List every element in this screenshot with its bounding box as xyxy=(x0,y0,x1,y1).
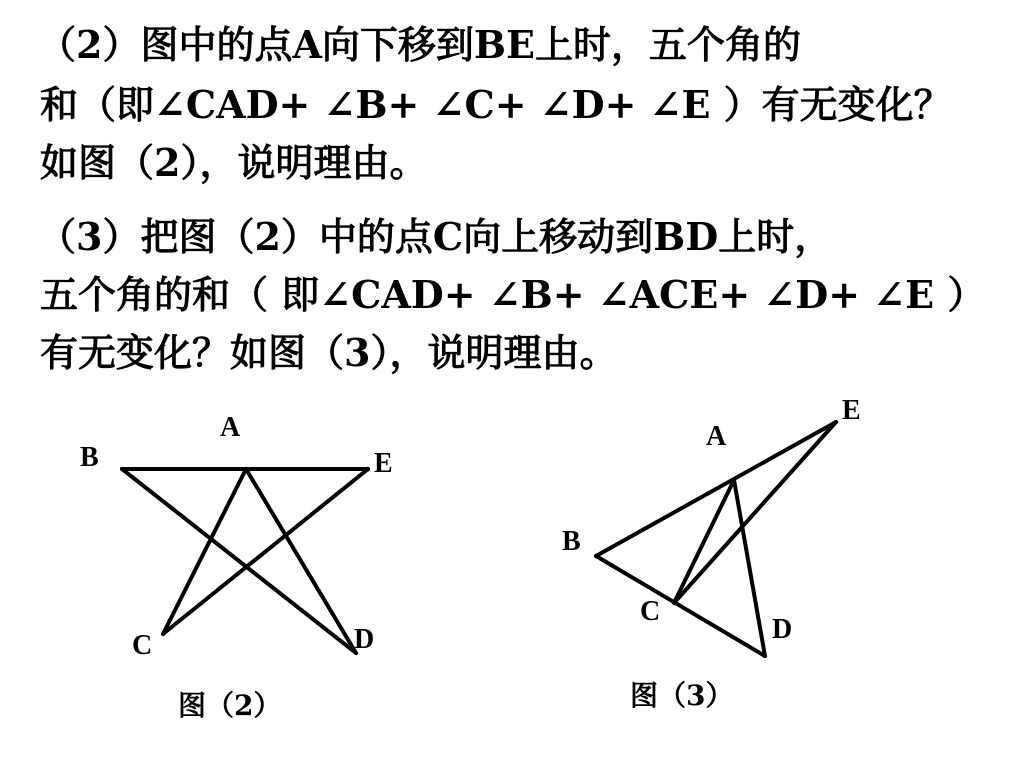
segment-BD xyxy=(122,469,356,653)
fig3-label-E: E xyxy=(842,395,861,426)
fig2-label-A: A xyxy=(220,412,241,443)
fig3-label-C: C xyxy=(640,596,661,627)
figure-2-labels xyxy=(80,412,393,661)
fig3-label-B: B xyxy=(562,526,581,557)
figure-3-diagram xyxy=(596,422,836,656)
fig2-label-D: D xyxy=(354,624,375,655)
fig2-label-B: B xyxy=(80,442,99,473)
problem-3-text-line-2: 五个角的和（ 即∠CAD+ ∠B+ ∠ACE+ ∠D+ ∠E ） xyxy=(40,272,986,317)
figure-2-diagram xyxy=(122,469,368,653)
segment-EC xyxy=(163,469,368,634)
figure-3-caption: 图（3） xyxy=(630,679,734,712)
segment-AD xyxy=(246,469,356,653)
figure-2-caption: 图（2） xyxy=(178,689,282,722)
segment-BD xyxy=(596,556,765,656)
problem-3-text-line-3: 有无变化？如图（3），说明理由。 xyxy=(40,330,618,375)
fig3-label-D: D xyxy=(772,614,793,645)
fig2-label-C: C xyxy=(132,630,153,661)
problem-2-text-line-2: 和（即∠CAD+ ∠B+ ∠C+ ∠D+ ∠E ）有无变化？ xyxy=(40,82,952,127)
problem-2-text-line-3: 如图（2），说明理由。 xyxy=(40,140,428,185)
fig3-label-A: A xyxy=(706,421,727,452)
segment-AC xyxy=(674,480,734,603)
segment-AC xyxy=(163,469,246,634)
problem-2-text-line-1: （2）图中的点A向下移到BE上时，五个角的 xyxy=(38,22,802,67)
problem-3-text-line-1: （3）把图（2）中的点C向上移动到BD上时， xyxy=(38,214,833,259)
segment-CE xyxy=(674,422,836,603)
fig2-label-E: E xyxy=(374,448,393,479)
